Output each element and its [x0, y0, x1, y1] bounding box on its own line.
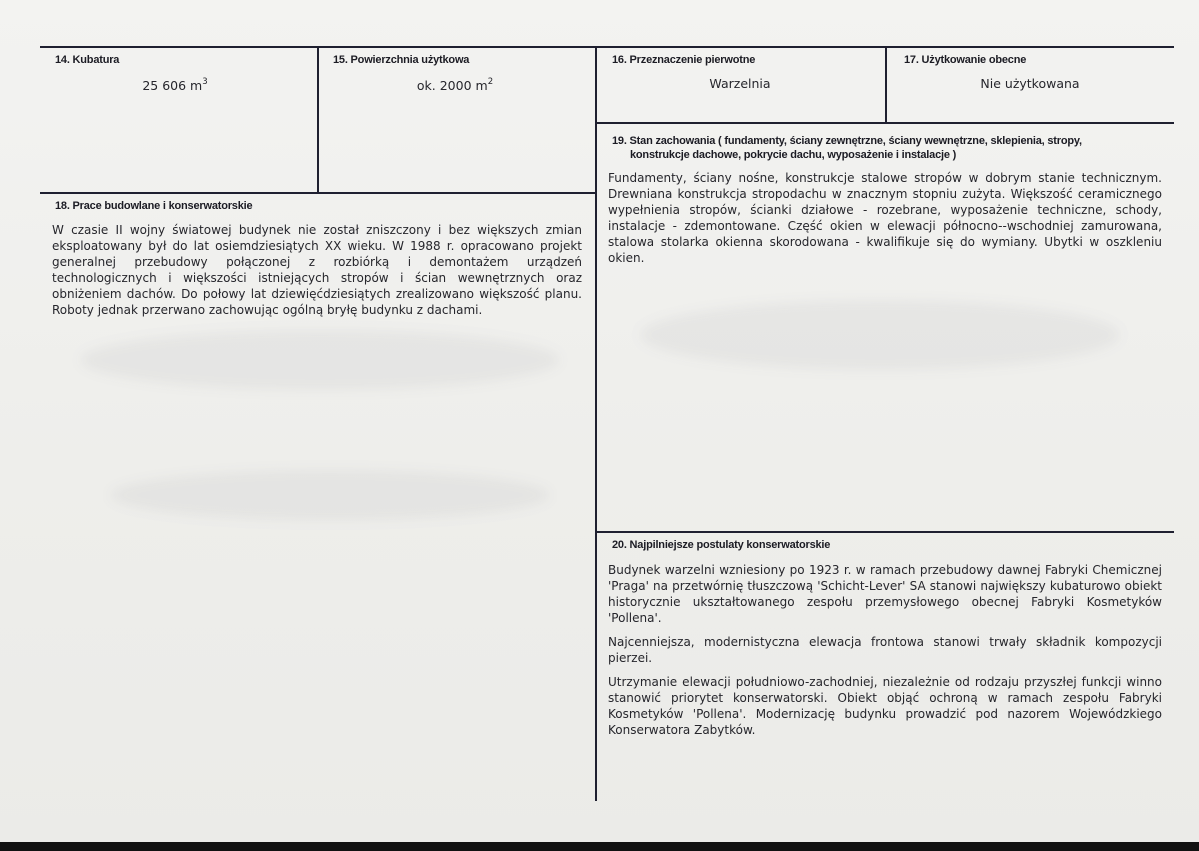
scan-smudge: [110, 470, 550, 520]
stan-text: Fundamenty, ściany nośne, konstrukcje stalowe stropów w dobrym stanie technicznym. Drewniana konstrukcja stropodachu w znacznym stopniu zużyta. Większość ceramicznego wypełnienia stropów, ścianki działowe - rozebrane, wyposażenie techniczne, schody, instalacje - zdemontowane. Część okien w elewacji północno--wschodniej zamurowana, stalowa stolarka okienna skorodowana - kwalifikuje się do wymiany. Ubytki w oszkleniu okien.: [608, 171, 1162, 265]
divider-16-17: [885, 46, 887, 122]
scan-smudge: [640, 300, 1120, 370]
postulaty-text: [608, 562, 1162, 746]
stan-title-line2: konstrukcje dachowe, pokrycie dachu, wyposażenie i instalacje ): [630, 149, 957, 161]
uzytkowanie-title: 17. Użytkowanie obecne: [904, 54, 1027, 66]
top-rule: [40, 46, 1174, 48]
rule-under-16-17: [596, 122, 1174, 124]
przeznaczenie-value: Warzelnia: [709, 76, 771, 91]
center-divider: [595, 46, 597, 801]
prace-title: 18. Prace budowlane i konserwatorskie: [55, 200, 253, 212]
kubatura-value: [110, 75, 240, 94]
postulaty-paragraph: Budynek warzelni wzniesiony po 1923 r. w ramach przebudowy dawnej Fabryki Chemicznej 'Praga' na przetwórnię tłuszczową 'Schicht-Lever' SA stanowi największy kubaturowo obiekt historycznie ukształtowanego zespołu przemysłowego obecnej Fabryki Kosmetyków 'Pollena'.: [608, 563, 1162, 625]
powierzchnia-title: 15. Powierzchnia użytkowa: [333, 54, 470, 66]
kubatura-title: 14. Kubatura: [55, 54, 120, 66]
kubatura-number: 25 606 m: [142, 78, 203, 94]
przeznaczenie-title: 16. Przeznaczenie pierwotne: [612, 54, 756, 66]
postulaty-paragraph: Najcenniejsza, modernistyczna elewacja frontowa stanowi trwały składnik kompozycji pierzei.: [608, 635, 1162, 665]
prace-text: W czasie II wojny światowej budynek nie został zniszczony i bez większych zmian eksploatowany był do lat osiemdziesiątych XX wieku. W 1988 r. opracowano projekt generalnej przebudowy połączonej z rozbiórką i demontażem urządzeń technologicznych i większości istniejących stropów i ścian wewnętrznych oraz obniżeniem dachów. Do połowy lat dziewięćdziesiątych zrealizowano większość planu. Roboty jednak przerwano zachowując ogólną bryłę budynku z dachami.: [52, 223, 582, 317]
powierzchnia-number: ok. 2000 m: [416, 78, 488, 94]
stan-title-line1: 19. Stan zachowania ( fundamenty, ściany zewnętrzne, ściany wewnętrzne, sklepienia, stropy,: [612, 135, 1082, 147]
scan-edge: [0, 842, 1199, 851]
powierzchnia-value: [385, 75, 525, 94]
powierzchnia-exponent: 2: [487, 77, 494, 87]
divider-14-15: [317, 46, 319, 192]
rule-above-18: [40, 192, 596, 194]
scan-smudge: [80, 330, 560, 390]
rule-above-20: [596, 531, 1174, 533]
kubatura-exponent: 3: [202, 77, 208, 87]
uzytkowanie-value: Nie użytkowana: [980, 76, 1080, 91]
postulaty-paragraph: Utrzymanie elewacji południowo-zachodniej, niezależnie od rodzaju przyszłej funkcji winno stanowić priorytet konserwatorski. Obiekt objąć ochroną w ramach zespołu Fabryki Kosmetyków 'Pollena'. Modernizację budynku prowadzić pod nazorem Wojewódzkiego Konserwatora Zabytków.: [608, 675, 1162, 737]
postulaty-title: 20. Najpilniejsze postulaty konserwatorskie: [612, 539, 831, 551]
